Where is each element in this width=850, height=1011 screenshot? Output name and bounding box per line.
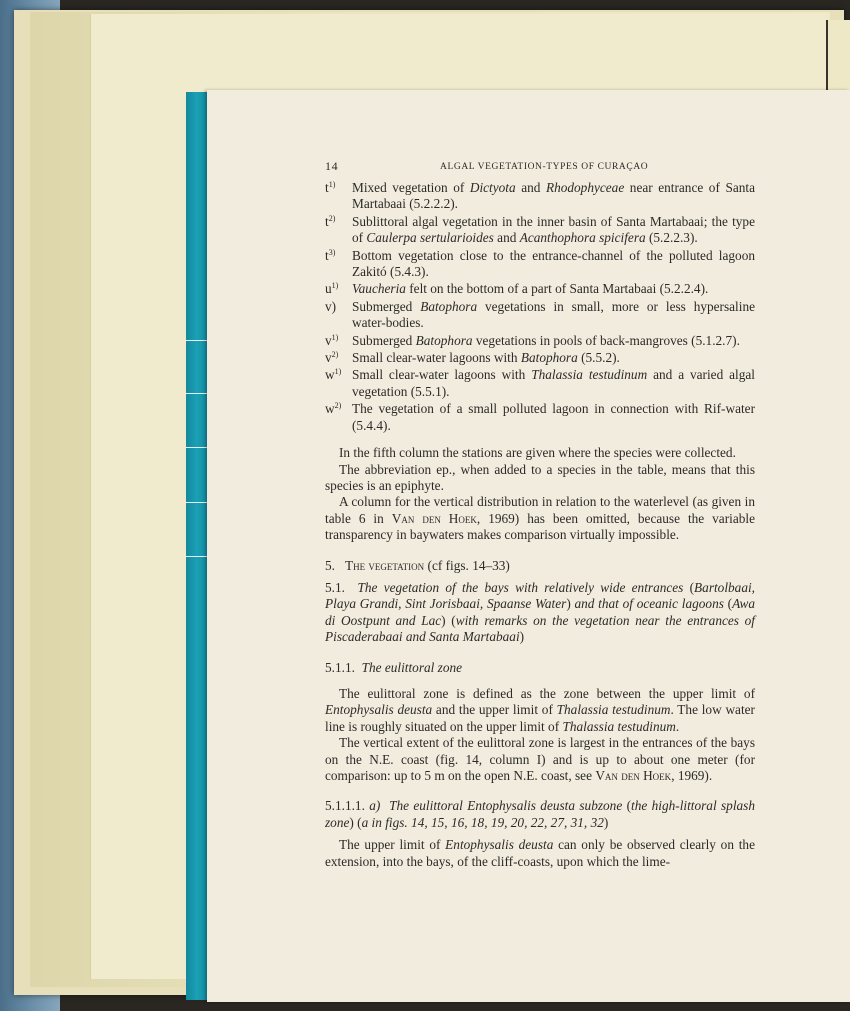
item-label: $w^{2)}$ xyxy=(325,401,342,417)
running-title: ALGAL VEGETATION-TYPES OF CURAÇAO xyxy=(440,162,649,172)
item-text: Mixed vegetation of Dictyota and Rhodophyceae near entrance of Santa Martabaai (5.2.2.2). xyxy=(352,180,755,212)
section-heading: 5. The vegetation (cf figs. 14–33) xyxy=(325,557,510,573)
item-label: $u^{1)}$ xyxy=(325,281,339,297)
teal-binding-strip xyxy=(186,92,208,1000)
item-label: $v^{1)}$ xyxy=(325,332,339,348)
item-text: Small clear-water lagoons with Batophora (5.5.2). xyxy=(352,350,620,366)
spacer xyxy=(325,435,755,445)
spacer xyxy=(325,544,755,558)
item-label: v) xyxy=(325,298,337,314)
item-label: $t^{2)}$ xyxy=(325,213,336,229)
spacer xyxy=(325,646,755,660)
list-item xyxy=(325,248,755,281)
paragraph: The upper limit of Entophysalis deusta can only be observed clearly on the extension, into the bays, of the cliff-coasts, upon which the lime- xyxy=(325,837,755,869)
binding-tick xyxy=(186,502,208,503)
list-item xyxy=(325,367,755,400)
paragraph: The eulittoral zone is defined as the zone between the upper limit of Entophysalis deusta and the upper limit of Thalassia testudinum. The low water line is roughly situated on the upper limit of Thalassia testudinum. xyxy=(325,685,755,734)
list-item xyxy=(325,180,755,213)
binding-tick xyxy=(186,340,208,341)
item-label: $t^{3)}$ xyxy=(325,247,336,263)
paragraph: In the fifth column the stations are given where the species were collected. xyxy=(339,445,736,461)
item-text: Bottom vegetation close to the entrance-channel of the polluted lagoon Zakitó (5.4.3). xyxy=(352,247,755,280)
item-text: Sublittoral algal vegetation in the inner basin of Santa Martabaai; the type of Caulerpa sertularioides and Acanthophora spicifera (5.2.2.3). xyxy=(352,213,755,246)
item-label: $w^{1)}$ xyxy=(325,367,342,383)
item-text: Submerged Batophora vegetations in small, more or less hypersaline water-bodies. xyxy=(352,298,755,331)
paragraph: The abbreviation ep., when added to a species in the table, means that this species is an epiphyte. xyxy=(325,461,755,493)
running-header xyxy=(325,158,755,178)
page-number: 14 xyxy=(325,159,339,173)
item-text: The vegetation of a small polluted lagoon in connection with Rif-water (5.4.4). xyxy=(352,401,755,433)
item-label: $v^{2)}$ xyxy=(325,350,339,366)
list-item xyxy=(325,350,755,366)
binding-tick xyxy=(186,447,208,448)
subsection-heading: 5.1. The vegetation of the bays with relatively wide entrances (Bartolbaai, Playa Grandi, Sint Jorisbaai, Spaanse Water) and that of oceanic lagoons (Awa di Oostpunt and Lac) (with remarks on the vegetation near the entrances of Piscaderabaai and Santa Martabaai) xyxy=(325,579,755,645)
subsection-heading: 5.1.1. The eulittoral zone xyxy=(325,659,463,675)
spacer xyxy=(325,784,755,798)
item-text: Vaucheria felt on the bottom of a part of Santa Martabaai (5.2.2.4). xyxy=(352,281,709,297)
subsection-heading: 5.1.1.1. a) The eulittoral Entophysalis deusta subzone (the high-littoral splash zone) (a in figs. 14, 15, 16, 18, 19, 20, 22, 27, 31, 32) xyxy=(325,798,755,830)
item-text: Submerged Batophora vegetations in pools of back-mangroves (5.1.2.7). xyxy=(352,332,740,348)
list-item xyxy=(325,214,755,247)
paragraph: A column for the vertical distribution in relation to the waterlevel (as given in table 6 in Van den Hoek, 1969) has been omitted, because the variable transparency in baywaters makes comparison virtually impossible. xyxy=(325,494,755,543)
binding-tick xyxy=(186,393,208,394)
list-item xyxy=(325,401,755,434)
paragraph: The vertical extent of the eulittoral zone is largest in the entrances of the bays on the N.E. coast (fig. 14, column I) and is up to about one meter (for comparison: up to 5 m on the open N.E. coast, see Van den Hoek, 1969). xyxy=(325,735,755,783)
list-item xyxy=(325,333,755,349)
document-page xyxy=(207,90,850,1002)
page-content xyxy=(325,158,755,870)
item-label: $t^{1)}$ xyxy=(325,180,336,195)
list-item xyxy=(325,299,755,332)
binding-tick xyxy=(186,556,208,557)
legend-list xyxy=(325,180,755,434)
spacer xyxy=(325,676,755,686)
item-text: Small clear-water lagoons with Thalassia testudinum and a varied algal vegetation (5.5.1). xyxy=(352,367,755,399)
list-item xyxy=(325,281,755,297)
